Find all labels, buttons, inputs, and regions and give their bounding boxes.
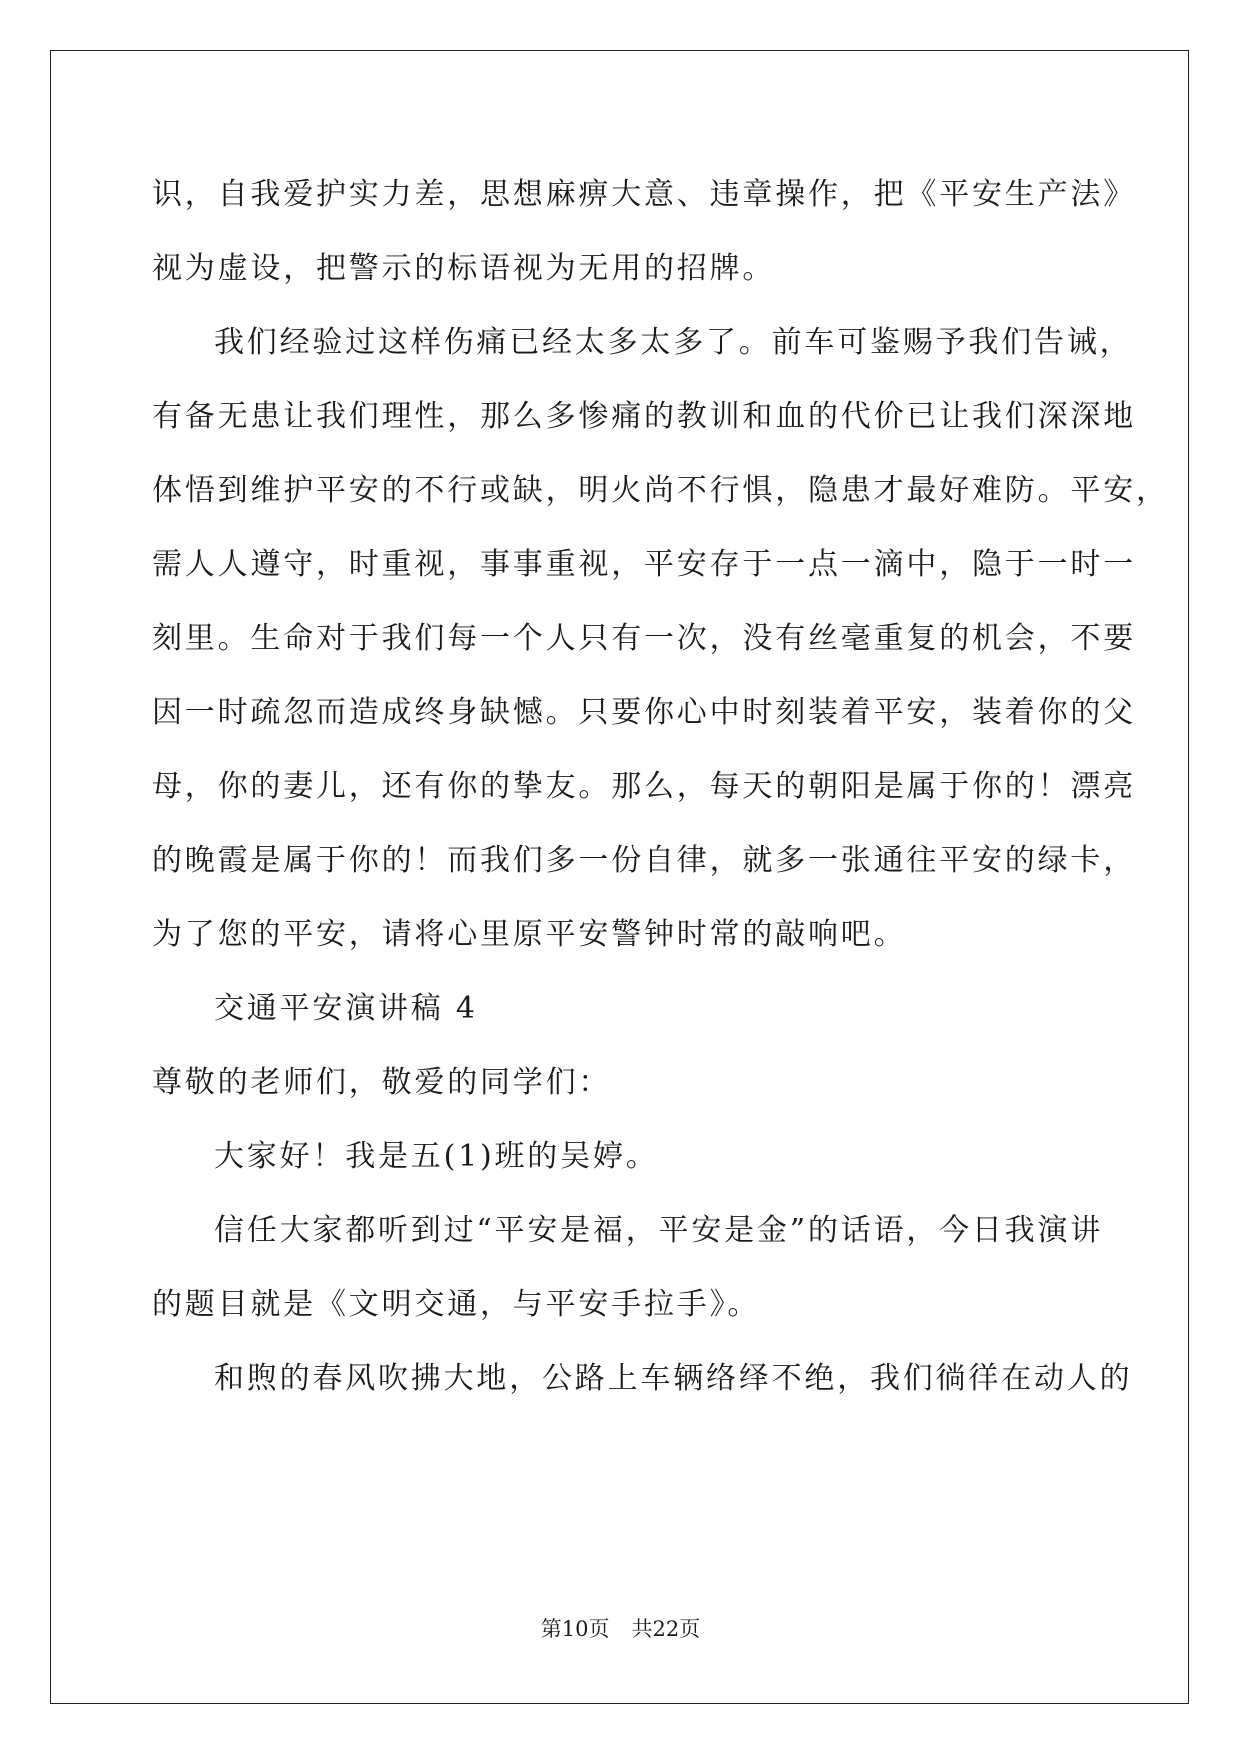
body-line: 有备无患让我们理性，那么多惨痛的教训和血的代价已让我们深深地 bbox=[152, 399, 1136, 434]
section-heading: 交通平安演讲稿 4 bbox=[214, 991, 478, 1026]
body-line: 识，自我爱护实力差，思想麻痹大意、违章操作，把《平安生产法》 bbox=[152, 177, 1136, 212]
body-line: 的题目就是《文明交通，与平安手拉手》。 bbox=[152, 1287, 761, 1322]
paragraph-start-line: 和煦的春风吹拂大地，公路上车辆络绎不绝，我们徜徉在动人的 bbox=[214, 1361, 1133, 1396]
paragraph-start-line: 大家好！我是五(1)班的吴婷。 bbox=[214, 1139, 659, 1174]
page-footer bbox=[0, 1616, 1241, 1642]
body-line: 因一时疏忽而造成终身缺憾。只要你心中时刻装着平安，装着你的父 bbox=[152, 695, 1136, 730]
body-line: 需人人遵守，时重视，事事重视，平安存于一点一滴中，隐于一时一 bbox=[152, 547, 1136, 582]
body-line: 为了您的平安，请将心里原平安警钟时常的敲响吧。 bbox=[152, 917, 907, 952]
salutation-line: 尊敬的老师们，敬爱的同学们： bbox=[152, 1065, 612, 1100]
body-line: 母，你的妻儿，还有你的挚友。那么，每天的朝阳是属于你的！漂亮 bbox=[152, 769, 1136, 804]
body-line: 体悟到维护平安的不行或缺，明火尚不行惧，隐患才最好难防。平安， bbox=[152, 473, 1169, 508]
paragraph-start-line: 我们经验过这样伤痛已经太多太多了。前车可鉴赐予我们告诫， bbox=[214, 325, 1133, 360]
document-body bbox=[152, 158, 1169, 1416]
page-number-total: 共22页 bbox=[631, 1617, 701, 1641]
body-line: 视为虚设，把警示的标语视为无用的招牌。 bbox=[152, 251, 776, 286]
page-number-current: 第10页 bbox=[540, 1617, 610, 1641]
paragraph-start-line: 信任大家都听到过“平安是福，平安是金”的话语，今日我演讲 bbox=[214, 1213, 1104, 1248]
body-line: 刻里。生命对于我们每一个人只有一次，没有丝毫重复的机会，不要 bbox=[152, 621, 1136, 656]
body-line: 的晚霞是属于你的！而我们多一份自律，就多一张通往平安的绿卡， bbox=[152, 843, 1136, 878]
